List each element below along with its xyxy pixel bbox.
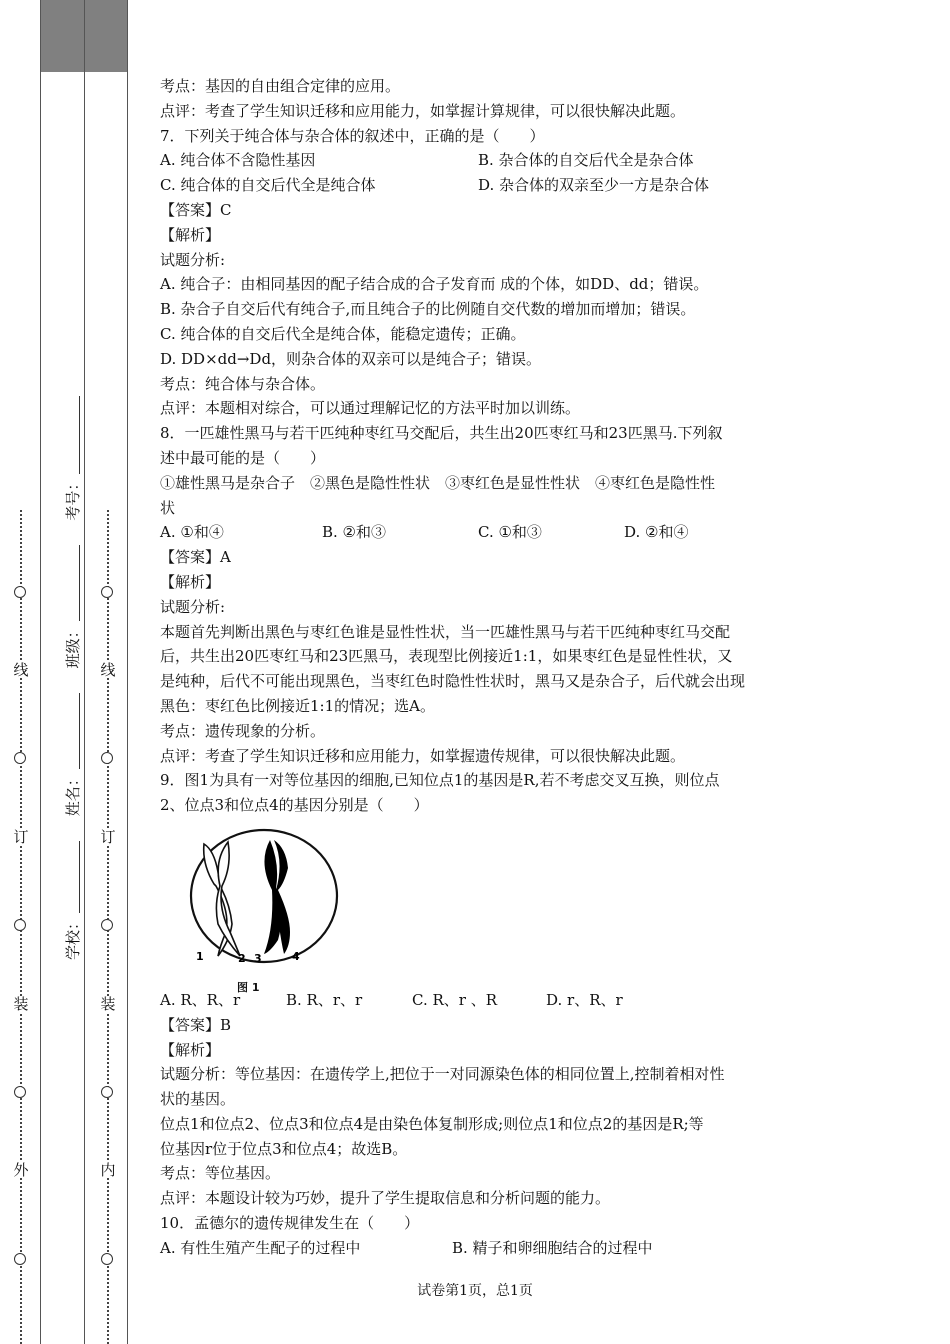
margin-char-outer: 订	[13, 828, 29, 846]
q7-option-a: A. 纯合体不含隐性基因	[160, 151, 316, 170]
q7-analysis-line: D. DD×dd→Dd，则杂合体的双亲可以是纯合子；错误。	[160, 349, 542, 368]
q8-option-a: A. ①和④	[160, 523, 224, 542]
margin-border-right	[127, 0, 128, 1344]
q9-option-b: B. R、r、r	[286, 990, 363, 1009]
locus-label-2: 2	[238, 951, 246, 965]
cell-outline	[191, 830, 337, 962]
margin-char-outer: 外	[13, 1161, 29, 1179]
q7-option-c: C. 纯合体的自交后代全是纯合体	[160, 176, 376, 195]
margin-border-middle	[84, 0, 85, 1344]
binding-hole-marker	[14, 752, 26, 764]
q8-analysis-line: 试题分析:	[160, 597, 226, 616]
q6-dianping: 点评：考查了学生知识迁移和应用能力，如掌握计算规律，可以很快解决此题。	[160, 101, 686, 120]
q9-option-c: C. R、r 、R	[412, 990, 498, 1009]
q7-analysis-head: 【解析】	[160, 225, 221, 244]
margin-char-inner: 内	[100, 1161, 116, 1179]
q9-analysis-head: 【解析】	[160, 1040, 221, 1059]
q7-stem: 7．下列关于纯合体与杂合体的叙述中，正确的是（ ）	[160, 126, 545, 145]
school-field-blank[interactable]	[79, 841, 80, 913]
margin-char-inner: 装	[100, 995, 116, 1013]
q9-option-d: D. r、R、r	[546, 990, 623, 1009]
q8-answer: 【答案】A	[160, 548, 231, 567]
q9-answer: 【答案】B	[160, 1015, 232, 1034]
q8-analysis-line: 本题首先判断出黑色与枣红色谁是显性性状，当一匹雄性黑马与若干匹纯种枣红马交配	[160, 622, 731, 641]
q7-options-row1	[160, 148, 800, 173]
cell-chromosome-diagram	[174, 828, 354, 978]
q9-analysis-line: 状的基因。	[160, 1090, 236, 1109]
q8-option-b: B. ②和③	[322, 523, 387, 542]
name-field-label: 姓名：	[64, 771, 82, 817]
q10-options	[160, 1236, 800, 1261]
q7-option-b: B. 杂合体的自交后代全是杂合体	[478, 151, 694, 170]
q9-analysis-line: 考点：等位基因。	[160, 1164, 281, 1183]
margin-border-left	[40, 0, 41, 1344]
q8-analysis-line: 考点：遗传现象的分析。	[160, 721, 326, 740]
class-field-label: 班级：	[64, 623, 82, 669]
class-field-blank[interactable]	[79, 545, 80, 621]
q10-option-a: A. 有性生殖产生配子的过程中	[160, 1238, 361, 1257]
q8-analysis-line: 是纯种，后代不可能出现黑色，当枣红色时隐性性状时，黑马又是杂合子，后代就会出现	[160, 672, 746, 691]
q8-stem-line: 述中最可能的是（ ）	[160, 448, 326, 467]
q10-option-b: B. 精子和卵细胞结合的过程中	[452, 1238, 653, 1257]
page-footer: 试卷第1页，总1页	[417, 1283, 533, 1299]
locus-label-4: 4	[292, 949, 300, 963]
q7-analysis-line: B. 杂合子自交后代有纯合子,而且纯合子的比例随自交代数的增加而增加；错误。	[160, 300, 696, 319]
binding-hole-marker	[101, 919, 113, 931]
q8-option-c: C. ①和③	[478, 523, 542, 542]
q8-analysis-head: 【解析】	[160, 572, 221, 591]
q7-analysis-line: A. 纯合子：由相同基因的配子结合成的合子发育而 成的个体，如DD、dd；错误。	[160, 275, 709, 294]
q8-option-d: D. ②和④	[624, 523, 689, 542]
student-info-fields	[62, 396, 83, 960]
margin-char-outer: 装	[13, 995, 29, 1013]
margin-gray-bar-left	[40, 0, 84, 72]
q8-analysis-line: 后，共生出20匹枣红马和23匹黑马，表现型比例接近1:1，如果枣红色是显性性状，又	[160, 647, 733, 666]
q9-stem-line: 2、位点3和位点4的基因分别是（ ）	[160, 796, 429, 815]
q7-answer: 【答案】C	[160, 200, 232, 219]
q9-analysis-line: 点评：本题设计较为巧妙，提升了学生提取信息和分析问题的能力。	[160, 1189, 611, 1208]
exam-content	[160, 74, 800, 1261]
school-field-label: 学校：	[64, 914, 82, 960]
q6-kaodian: 考点：基因的自由组合定律的应用。	[160, 77, 401, 95]
q10-stem: 10．孟德尔的遗传规律发生在（ ）	[160, 1214, 420, 1233]
q8-stem-line: 8．一匹雄性黑马与若干匹纯种枣红马交配后，共生出20匹枣红马和23匹黑马.下列叙	[160, 424, 723, 443]
binding-hole-marker	[14, 919, 26, 931]
binding-hole-marker	[14, 1086, 26, 1098]
q8-analysis-line: 点评：考查了学生知识迁移和应用能力，如掌握遗传规律，可以很快解决此题。	[160, 746, 686, 765]
q7-analysis-line: C. 纯合体的自交后代全是纯合体，能稳定遗传；正确。	[160, 324, 526, 343]
margin-char-inner: 线	[100, 661, 116, 679]
q7-options-row2	[160, 173, 800, 198]
binding-hole-marker	[14, 586, 26, 598]
locus-label-3: 3	[254, 951, 262, 965]
margin-char-outer: 线	[13, 661, 29, 679]
q8-options	[160, 520, 800, 545]
binding-hole-marker	[101, 1253, 113, 1265]
margin-gray-bar-right	[84, 0, 128, 72]
exam-number-field-label: 考号：	[64, 475, 82, 521]
q7-option-d: D. 杂合体的双亲至少一方是杂合体	[478, 176, 710, 195]
locus-label-1: 1	[196, 949, 204, 963]
q7-analysis-line: 试题分析:	[160, 250, 226, 269]
figure-caption: 图 1	[237, 980, 260, 994]
exam-number-field-blank[interactable]	[79, 396, 80, 474]
binding-hole-marker	[101, 1086, 113, 1098]
margin-char-inner: 订	[100, 828, 116, 846]
name-field-blank[interactable]	[79, 693, 80, 769]
binding-hole-marker	[101, 586, 113, 598]
q9-figure	[160, 828, 800, 994]
binding-hole-marker	[101, 752, 113, 764]
q9-option-a: A. R、R、r	[160, 990, 241, 1009]
q8-stem-line: 状	[160, 498, 176, 517]
q7-analysis-line: 考点：纯合体与杂合体。	[160, 374, 326, 393]
binding-hole-marker	[14, 1253, 26, 1265]
q9-analysis-line: 试题分析：等位基因：在遗传学上,把位于一对同源染色体的相同位置上,控制着相对性	[160, 1065, 725, 1084]
q9-stem-line: 9．图1为具有一对等位基因的细胞,已知位点1的基因是R,若不考虑交叉互换，则位点	[160, 771, 720, 790]
q8-stem-line: ①雄性黑马是杂合子 ②黑色是隐性性状 ③枣红色是显性性状 ④枣红色是隐性性	[160, 473, 716, 492]
q8-analysis-line: 黑色：枣红色比例接近1:1的情况；选A。	[160, 696, 435, 715]
q7-analysis-line: 点评：本题相对综合，可以通过理解记忆的方法平时加以训练。	[160, 399, 581, 418]
q9-analysis-line: 位基因r位于位点3和位点4；故选B。	[160, 1139, 408, 1158]
q9-analysis-line: 位点1和位点2、位点3和位点4是由染色体复制形成;则位点1和位点2的基因是R;等	[160, 1114, 704, 1133]
